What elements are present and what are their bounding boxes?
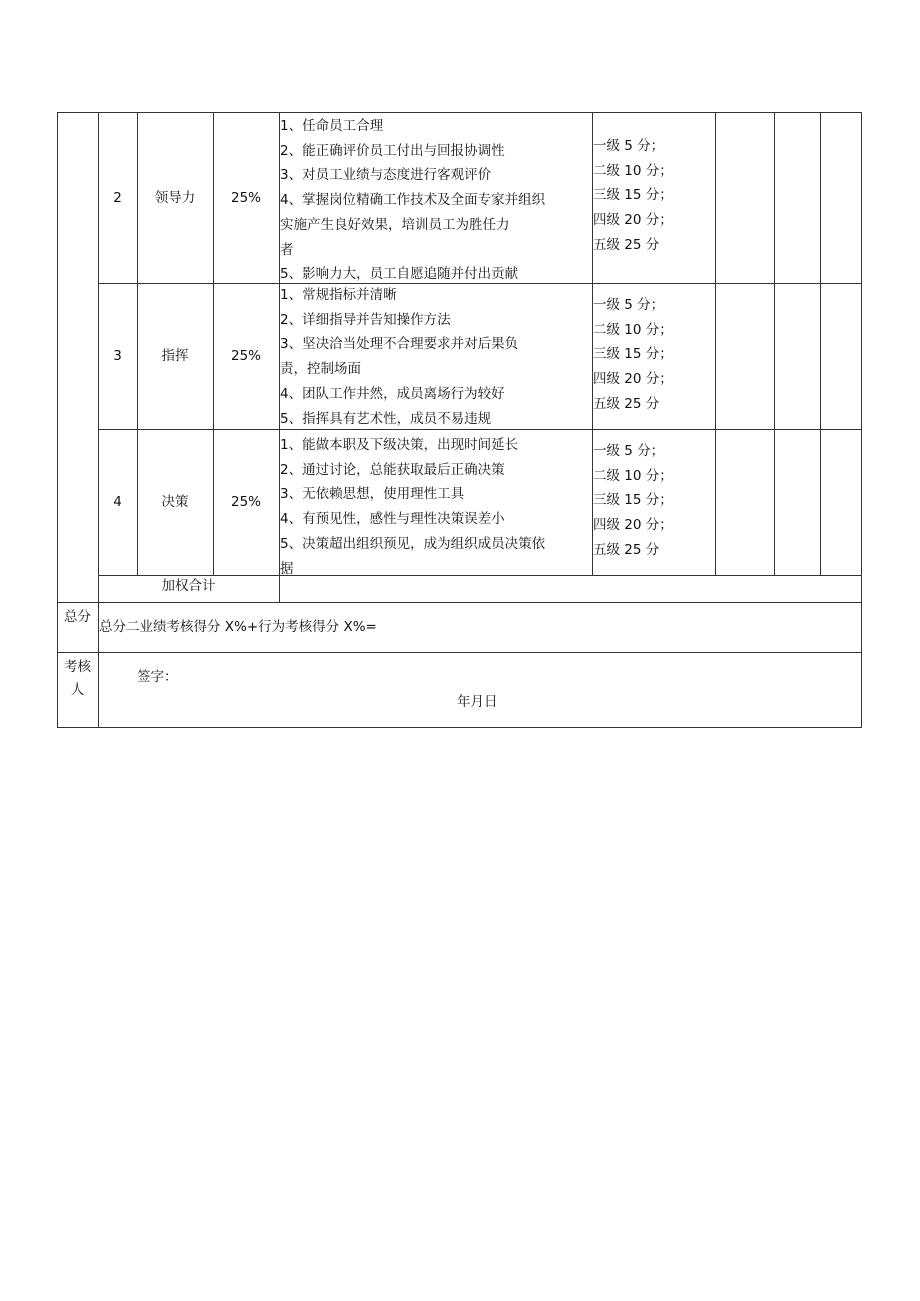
criteria-line: 3、无依赖思想，使用理性工具	[280, 486, 465, 503]
criteria-line: 3、对员工业绩与态度进行客观评价	[280, 167, 492, 184]
table-border-left	[57, 112, 58, 728]
column-divider	[774, 112, 775, 576]
row-divider	[57, 652, 862, 653]
criteria-line: 1、常规指标并清晰	[280, 287, 397, 303]
grade-line: 五级 25 分	[593, 236, 660, 253]
grade-line: 四级 20 分；	[593, 517, 673, 534]
grade-cell	[593, 439, 715, 569]
column-divider	[820, 112, 821, 576]
criteria-cell	[280, 283, 590, 429]
criteria-line: 5、影响力大，员工自愿追随并付出贡献	[280, 266, 519, 283]
row-index: 4	[113, 494, 122, 510]
weighted-total-label: 加权合计	[161, 578, 216, 594]
criteria-line: 4、团队工作井然，成员离场行为较好	[280, 385, 505, 402]
criteria-line: 3、坚决洽当处理不合理要求并对后果负	[280, 336, 519, 353]
row-weight: 25%	[230, 190, 261, 206]
column-divider	[715, 112, 716, 576]
criteria-line: 者	[280, 241, 294, 258]
grade-cell	[593, 293, 715, 423]
table-border-bottom	[57, 727, 862, 728]
criteria-line: 2、能正确评价员工付出与回报协调性	[280, 142, 505, 159]
row-index: 3	[113, 348, 122, 364]
row-weight: 25%	[230, 348, 261, 364]
table-border-right	[861, 112, 862, 728]
row-divider	[57, 602, 862, 603]
criteria-line: 5、决策超出组织预见，成为组织成员决策依	[280, 535, 546, 552]
grade-cell	[593, 134, 715, 264]
row-name: 领导力	[154, 190, 196, 206]
criteria-line: 责，控制场面	[280, 361, 361, 378]
grade-line: 一级 5 分；	[593, 297, 665, 313]
grade-line: 一级 5 分；	[593, 138, 665, 154]
criteria-line: 5、指挥具有艺术性，成员不易违规	[280, 410, 492, 427]
grade-line: 一级 5 分；	[593, 443, 665, 459]
criteria-cell	[280, 114, 590, 283]
criteria-line: 据	[280, 560, 294, 575]
table-border-top	[57, 112, 862, 113]
total-label: 总分	[64, 609, 91, 625]
criteria-line: 1、任命员工合理	[280, 118, 384, 134]
grade-line: 二级 10 分；	[593, 321, 673, 338]
assessment-table	[57, 112, 862, 728]
criteria-line: 实施产生良好效果，培训员工为胜任力	[280, 216, 510, 233]
grade-line: 五级 25 分	[593, 541, 660, 558]
criteria-cell	[280, 433, 590, 575]
criteria-line: 4、掌握岗位精确工作技术及全面专家并组织	[280, 192, 546, 209]
grade-line: 四级 20 分；	[593, 371, 673, 388]
grade-line: 四级 20 分；	[593, 212, 673, 229]
criteria-line: 1、能做本职及下级决策，出现时间延长	[280, 437, 519, 453]
row-index: 2	[113, 190, 122, 206]
grade-line: 三级 15 分；	[593, 187, 673, 204]
date-label: 年月日	[457, 694, 498, 710]
assessor-label-line1: 考核	[64, 659, 91, 675]
total-formula: 总分二业绩考核得分 X%+行为考核得分 X%=	[99, 619, 377, 635]
row-name: 指挥	[161, 348, 189, 364]
row-name: 决策	[161, 494, 189, 510]
grade-line: 二级 10 分；	[593, 162, 673, 179]
grade-line: 三级 15 分；	[593, 346, 673, 363]
assessor-label-line2: 人	[70, 682, 85, 698]
grade-line: 三级 15 分；	[593, 492, 673, 509]
signature-label: 签字：	[137, 669, 178, 685]
criteria-line: 2、详细指导并告知操作方法	[280, 311, 451, 328]
grade-line: 五级 25 分	[593, 395, 660, 412]
criteria-line: 4、有预见性，感性与理性决策误差小	[280, 511, 505, 528]
criteria-line: 2、通过讨论，总能获取最后正确决策	[280, 461, 505, 478]
grade-line: 二级 10 分；	[593, 467, 673, 484]
row-weight: 25%	[230, 494, 261, 510]
